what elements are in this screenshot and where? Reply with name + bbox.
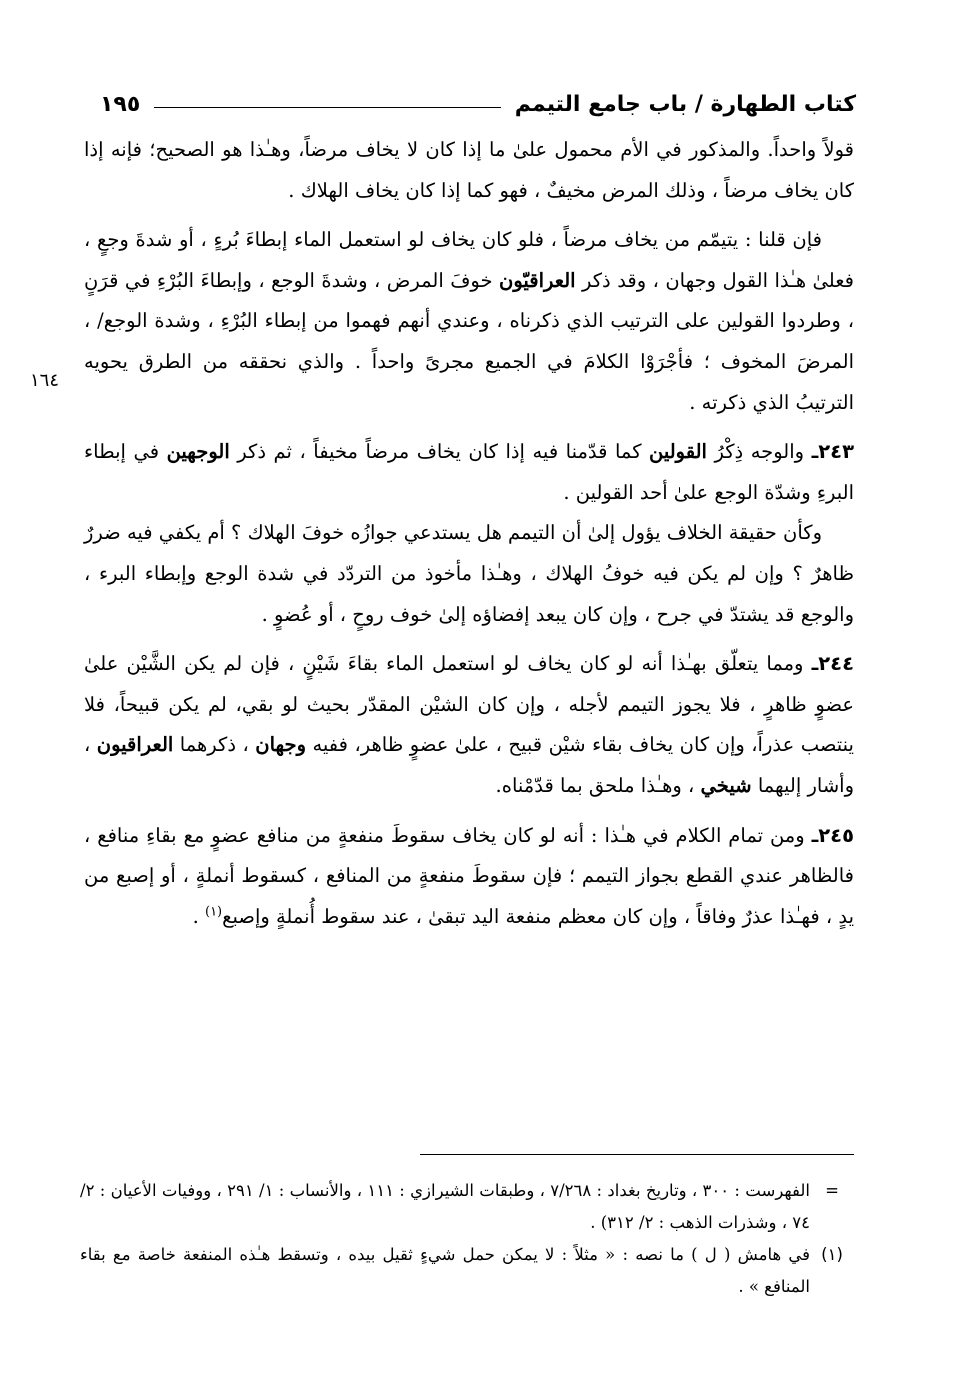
footnote-text: الفهرست : ٣٠٠ ، وتاريخ بغداد : ٧/٢٦٨ ، وطبقات الشيرازي : ١١١ ، والأنساب : ١/ ٢٩١ ، ووفيات الأعيان : ٢/ ٧٤ ، وشذرات الذهب : ٢/ ٣١٢) . — [80, 1181, 810, 1232]
paragraph-244 — [84, 644, 854, 806]
paragraph-number: ٢٤٣ـ — [811, 440, 854, 464]
footnote-continued — [80, 1175, 854, 1239]
paragraph-text: قولاً واحداً. والمذكور في الأم محمول علىٰ ما إذا كان لا يخاف مرضاً، وهـٰذا هو الصحيح؛ فإنه إذا كان يخاف مرضاً ، وذلك المرض مخيفٌ ، فهو كما إذا كان يخاف الهلاك . — [84, 138, 854, 202]
bold-term: القولين — [649, 440, 707, 464]
paragraph-text: خوفَ المرض ، وشدةَ الوجع ، وإبطاءَ البُرْءِ في قرَنٍ ، وطردوا القولين على الترتيب الذي ذكرناه ، وعندي أنهم فهموا من إبطاء البُرْءِ ، وشدة الوجع/ ، المرضَ المخوف ؛ فأجْرَوْا الكلامَ في الجميع مجرىً واحداً . والذي نحققه من الطرق يحويه الترتيبُ الذي ذكرته . — [84, 268, 854, 414]
footnote-mark: = — [825, 1181, 839, 1200]
margin-manuscript-ref: ١٦٤ — [30, 370, 60, 391]
paragraph-text: . — [192, 904, 205, 928]
footnote-1 — [80, 1239, 854, 1303]
bold-term: الوجهين — [166, 440, 230, 464]
bold-term: العراقيون — [96, 733, 174, 757]
paragraph-text: ، وأشار إليهما — [84, 733, 854, 797]
footnote-separator — [420, 1154, 854, 1155]
paragraph-text: فإن قلنا : يتيمّم من يخاف مرضاً ، فلو كان يخاف لو استعمل الماء إبطاءَ بُرءٍ ، أو شدةَ وجعٍ ، فعلىٰ هـٰذا القول وجهان ، وقد ذكر — [84, 228, 854, 292]
paragraph-1 — [84, 130, 854, 211]
bold-term: شيخي — [700, 773, 752, 797]
bold-term: وجهان — [255, 733, 306, 757]
running-head-rule — [154, 107, 500, 108]
paragraph-number: ٢٤٤ـ — [811, 652, 854, 676]
paragraph-text: ، وهـٰذا ملحق بما قدّمْناه. — [495, 773, 701, 797]
paragraph-245 — [84, 816, 854, 938]
paragraph-text: ومما يتعلّق بهـٰذا أنه لو كان يخاف لو استعمل الماء بقاءَ شَيْنٍ ، فإن لم يكن الشَّيْن علىٰ عضوٍ ظاهرٍ ، فلا يجوز التيمم لأجله ، وإن كان الشيْن المقدّر بحيث لو بقي، لم يكن قبيحاً، فلا ينتصب عذراً، وإن كان يخاف بقاء شيْن قبيح ، علىٰ عضوٍ ظاهر، ففيه — [84, 652, 854, 757]
paragraph-text: ومن تمام الكلام في هـٰذا : أنه لو كان يخاف سقوطَ منفعةٍ من منافع عضوٍ مع بقاءِ منافع ، فالظاهر عندي القطع بجواز التيمم ؛ فإن سقوطَ منفعةٍ من المنافع ، كسقوط أنملةٍ ، أو إصبع من يدٍ ، فهـٰذا عذرٌ وفاقاً ، وإن كان معظم منفعة اليد تبقىٰ ، عند سقوط أُنملةٍ وإصبع — [84, 823, 854, 928]
running-head — [100, 84, 856, 124]
page-number: ١٩٥ — [100, 91, 141, 117]
main-text — [84, 130, 854, 937]
bold-term: العراقيّون — [499, 268, 576, 292]
paragraph-2 — [84, 220, 854, 423]
footnotes — [80, 1175, 854, 1303]
paragraph-4 — [84, 513, 854, 635]
paragraph-text: كما قدّمنا فيه إذا كان يخاف مرضاً مخيفاً ، ثم ذكر — [229, 440, 649, 464]
paragraph-text: ، ذكرهما — [173, 733, 256, 757]
running-head-title: كتاب الطهارة / باب جامع التيمم — [514, 91, 856, 117]
footnote-text: في هامش ( ل ) ما نصه : « مثلاً : لا يمكن حمل شيءٍ ثقيل بيده ، وتسقط هـٰذه المنفعة خاصة مع بقاء المنافع » . — [80, 1245, 810, 1296]
footnote-mark: (١) — [821, 1245, 843, 1264]
paragraph-text: في إبطاء البرءِ وشدّة الوجع علىٰ أحد القولين . — [84, 440, 854, 504]
paragraph-text: وكأن حقيقة الخلاف يؤول إلىٰ أن التيمم هل يستدعي جوازُه خوفَ الهلاك ؟ أم يكفي فيه ضررٌ ظاهرٌ ؟ وإن لم يكن فيه خوفُ الهلاك ، وهـٰذا مأخوذ من التردّد في شدة الوجع وإبطاء البرء ، والوجع قد يشتدّ في جرح ، وإن كان يبعد إفضاؤه إلىٰ خوف روحٍ ، أو عُضوٍ . — [84, 521, 854, 626]
paragraph-text: والوجه ذِكْرُ — [706, 440, 812, 464]
paragraph-243 — [84, 432, 854, 513]
footnote-reference[interactable]: (١) — [204, 904, 223, 920]
paragraph-number: ٢٤٥ـ — [811, 823, 854, 847]
